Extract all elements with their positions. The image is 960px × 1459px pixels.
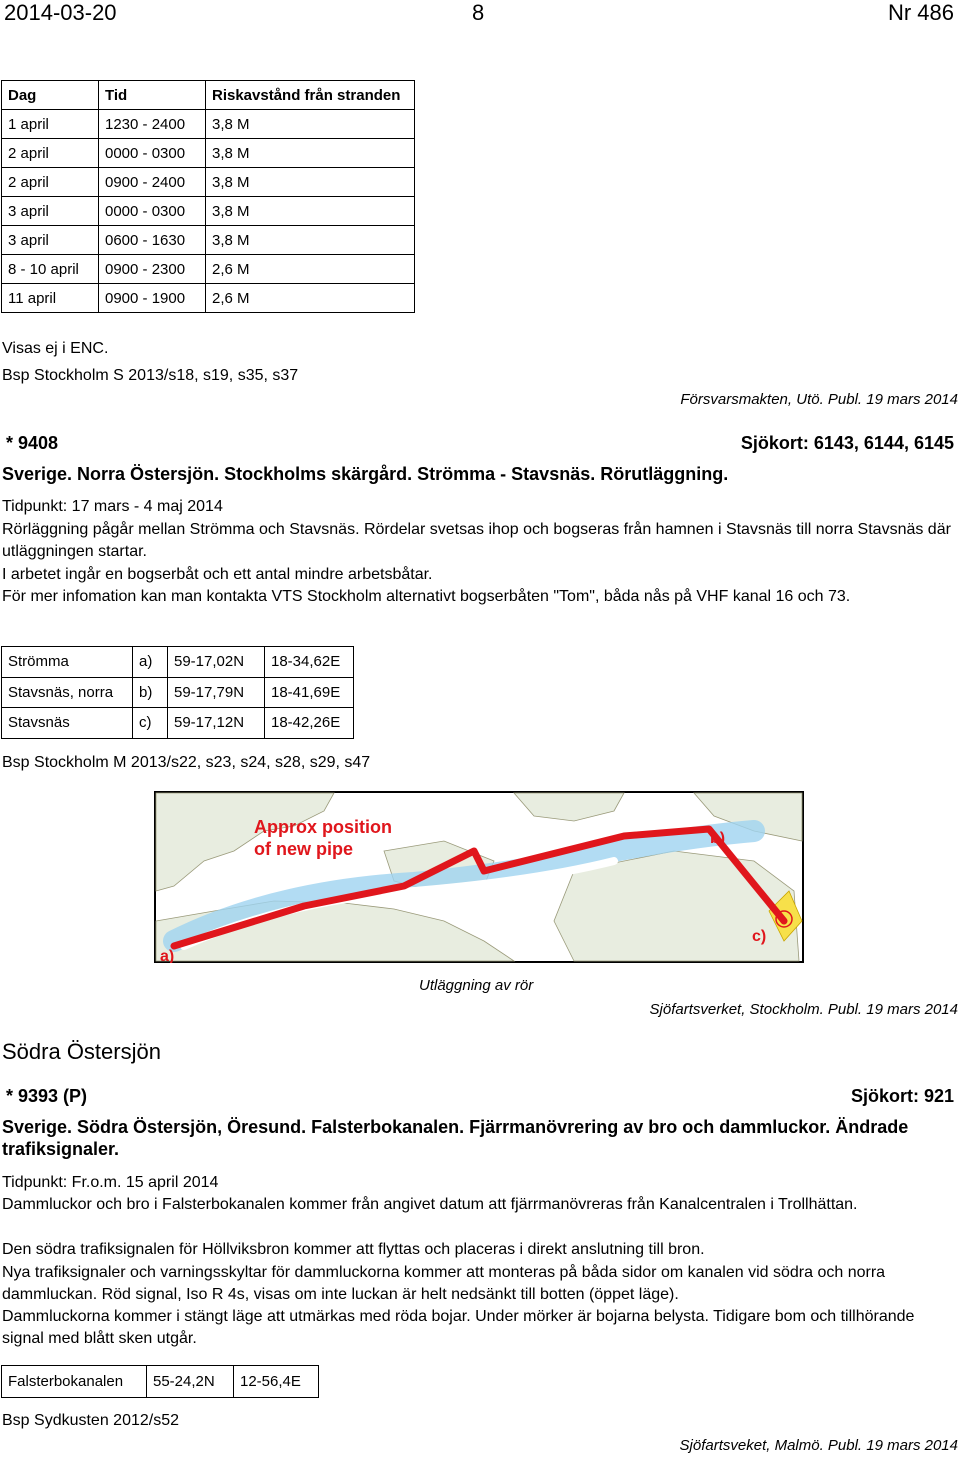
notice-period: Tidpunkt: Fr.o.m. 15 april 2014	[2, 1174, 219, 1191]
positions-table	[1, 646, 354, 739]
table-row	[2, 226, 415, 255]
table-cell: 3,8 M	[206, 226, 415, 255]
chart-numbers: Sjökort: 6143, 6144, 6145	[740, 433, 954, 453]
table-cell: 55-24,2N	[147, 1366, 234, 1398]
column-header-day: Dag	[2, 81, 99, 110]
table-cell: 0900 - 1900	[99, 284, 206, 313]
table-cell: Stavsnäs	[2, 708, 133, 739]
table-row	[2, 647, 354, 678]
table-cell: 11 april	[2, 284, 99, 313]
table-cell: 59-17,79N	[168, 677, 265, 708]
table-cell: 59-17,02N	[168, 647, 265, 678]
map-mark-a: a)	[160, 948, 175, 963]
table-row	[2, 255, 415, 284]
column-header-time: Tid	[99, 81, 206, 110]
map-svg	[154, 791, 804, 963]
table-cell: 18-34,62E	[265, 647, 354, 678]
bsp-reference: Bsp Stockholm M 2013/s22, s23, s24, s28, s29, s47	[2, 754, 371, 771]
map-label-line1: Approx position	[254, 817, 392, 837]
notice-number: * 9393 (P)	[6, 1086, 88, 1106]
table-cell: 3,8 M	[206, 139, 415, 168]
table-row	[2, 168, 415, 197]
table-cell: 3,8 M	[206, 110, 415, 139]
table-cell: 0900 - 2300	[99, 255, 206, 284]
positions-table	[1, 1365, 319, 1398]
table-cell: 2,6 M	[206, 255, 415, 284]
notice-body: Den södra trafiksignalen för Höllviksbron kommer att flyttas och placeras i direkt anslutning till bron.	[2, 1241, 705, 1258]
table-cell: 0000 - 0300	[99, 139, 206, 168]
table-cell: b)	[133, 677, 168, 708]
table-row	[2, 284, 415, 313]
table-cell: 2,6 M	[206, 284, 415, 313]
header-page-number: 8	[472, 0, 485, 25]
notice-body: Dammluckor och bro i Falsterbokanalen kommer från angivet datum att fjärrmanövreras från Kanalcentralen i Trollhättan.	[2, 1196, 858, 1213]
map-mark-c: c)	[752, 928, 767, 945]
table-row	[2, 110, 415, 139]
table-row	[2, 1366, 319, 1398]
bsp-reference: Bsp Stockholm S 2013/s18, s19, s35, s37	[2, 367, 299, 384]
notice-title: Sverige. Södra Östersjön, Öresund. Falsterbokanalen. Fjärrmanövrering av bro och dammluckor. Ändrade trafiksignaler.	[2, 1117, 909, 1159]
notice-body: Dammluckorna kommer i stängt läge att utmärkas med röda bojar. Under mörker är bojarna belysta. Tidigare bom och tillhörande signal med blått sken utgår.	[2, 1308, 915, 1347]
chart-numbers: Sjökort: 921	[850, 1086, 954, 1106]
enc-note: Visas ej i ENC.	[2, 340, 109, 357]
table-cell: 3 april	[2, 197, 99, 226]
table-cell: 3,8 M	[206, 197, 415, 226]
notice-body: Rörläggning pågår mellan Strömma och Stavsnäs. Rördelar svetsas ihop och bogseras från hamnen i Stavsnäs till norra Stavsnäs där utläggningen startar.	[2, 521, 951, 560]
table-cell: 59-17,12N	[168, 708, 265, 739]
schedule-table	[1, 80, 415, 313]
table-cell: Falsterbokanalen	[2, 1366, 147, 1398]
map-caption: Utläggning av rör	[419, 977, 534, 994]
table-cell: Strömma	[2, 647, 133, 678]
table-cell: 12-56,4E	[234, 1366, 319, 1398]
notice-source: Sjöfartsveket, Malmö. Publ. 19 mars 2014	[679, 1437, 958, 1454]
notice-body: Nya trafiksignaler och varningsskyltar för dammluckorna kommer att monteras på båda sidor om kanalen vid södra och norra dammluckan. Röd signal, Iso R 4s, visas om inte luckan är helt nedsänkt till botten (öppet läge).	[2, 1264, 886, 1303]
table-cell: 2 april	[2, 168, 99, 197]
table-cell: 2 april	[2, 139, 99, 168]
table-row	[2, 677, 354, 708]
table-cell: 3,8 M	[206, 168, 415, 197]
table-row	[2, 139, 415, 168]
table-cell: 8 - 10 april	[2, 255, 99, 284]
notice-source: Försvarsmakten, Utö. Publ. 19 mars 2014	[680, 391, 958, 408]
table-cell: 18-42,26E	[265, 708, 354, 739]
notice-source: Sjöfartsverket, Stockholm. Publ. 19 mars 2014	[649, 1001, 958, 1018]
table-header-row	[2, 81, 415, 110]
header-date: 2014-03-20	[4, 0, 117, 25]
column-header-distance: Riskavstånd från stranden	[206, 81, 415, 110]
table-cell: 3 april	[2, 226, 99, 255]
bsp-reference: Bsp Sydkusten 2012/s52	[2, 1412, 180, 1429]
chart-excerpt-map	[154, 791, 804, 963]
region-heading: Södra Östersjön	[2, 1039, 161, 1064]
table-cell: 0900 - 2400	[99, 168, 206, 197]
notice-body: I arbetet ingår en bogserbåt och ett antal mindre arbetsbåtar.	[2, 566, 433, 583]
table-cell: 18-41,69E	[265, 677, 354, 708]
table-cell: a)	[133, 647, 168, 678]
table-cell: 0600 - 1630	[99, 226, 206, 255]
table-cell: 1 april	[2, 110, 99, 139]
header-issue-number: Nr 486	[887, 0, 954, 25]
notice-body: För mer infomation kan man kontakta VTS Stockholm alternativt bogserbåten "Tom", båda nås på VHF kanal 16 och 73.	[2, 588, 851, 605]
table-cell: 1230 - 2400	[99, 110, 206, 139]
table-cell: c)	[133, 708, 168, 739]
table-row	[2, 197, 415, 226]
table-row	[2, 708, 354, 739]
notice-period: Tidpunkt: 17 mars - 4 maj 2014	[2, 498, 223, 515]
table-cell: Stavsnäs, norra	[2, 677, 133, 708]
table-cell: 0000 - 0300	[99, 197, 206, 226]
map-label-line2: of new pipe	[254, 839, 353, 859]
notice-number: * 9408	[6, 433, 59, 453]
map-mark-b: b)	[710, 830, 726, 847]
notice-title: Sverige. Norra Östersjön. Stockholms skärgård. Strömma - Stavsnäs. Rörutläggning.	[2, 464, 729, 484]
